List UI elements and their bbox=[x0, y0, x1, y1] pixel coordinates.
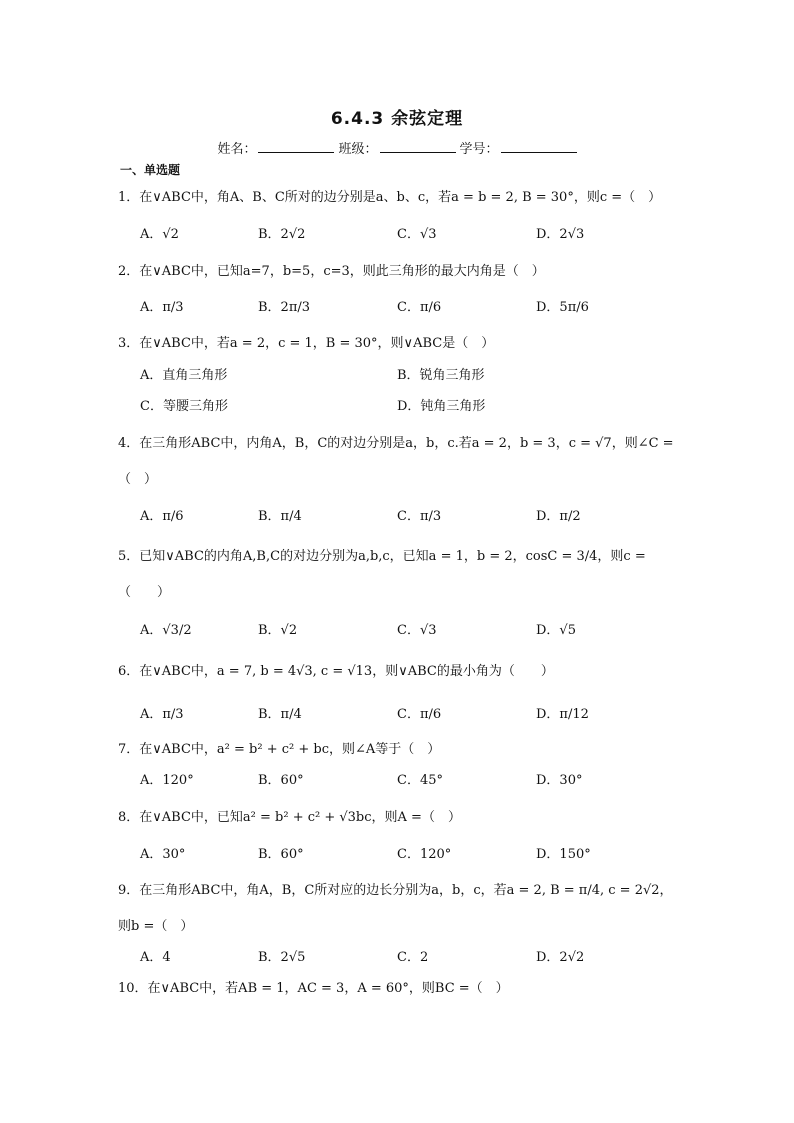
question-5-option-c: C．√3 bbox=[397, 623, 437, 638]
question-8-option-a: A．30° bbox=[140, 847, 186, 862]
question-9-option-b: B．2√5 bbox=[258, 950, 306, 965]
student-id-blank[interactable] bbox=[501, 140, 577, 153]
question-8-option-c: C．120° bbox=[397, 847, 452, 862]
question-6-option-d: D．π/12 bbox=[536, 707, 589, 722]
question-5-stem: 5．已知∨ABC的内角A,B,C的对边分别为a,b,c，已知a = 1，b = 2，cosC = 3/4，则c = bbox=[118, 549, 646, 564]
page-title: 6.4.3 余弦定理 bbox=[330, 109, 464, 129]
question-9-stem: 9．在三角形ABC中，角A，B，C所对应的边长分别为a，b，c，若a = 2, B = π/4, c = 2√2， bbox=[118, 883, 673, 898]
question-8-option-d: D．150° bbox=[536, 847, 591, 862]
question-2-option-a: A．π/3 bbox=[140, 300, 184, 315]
question-6-option-a: A．π/3 bbox=[140, 707, 184, 722]
class-blank[interactable] bbox=[380, 140, 456, 153]
question-6-option-b: B．π/4 bbox=[258, 707, 302, 722]
question-6-option-c: C．π/6 bbox=[397, 707, 442, 722]
question-4-option-c: C．π/3 bbox=[397, 509, 442, 524]
question-5-option-a: A．√3/2 bbox=[140, 623, 192, 638]
question-7-option-d: D．30° bbox=[536, 773, 583, 788]
question-2-option-d: D．5π/6 bbox=[536, 300, 589, 315]
question-3-option-c: C．等腰三角形 bbox=[140, 399, 228, 414]
question-8-option-b: B．60° bbox=[258, 847, 304, 862]
section-heading: 一、单选题 bbox=[120, 163, 181, 177]
name-blank[interactable] bbox=[258, 140, 334, 153]
question-4-stem: 4．在三角形ABC中，内角A，B，C的对边分别是a，b，c.若a = 2，b = 3，c = √7，则∠C = bbox=[118, 436, 674, 451]
question-1-option-c: C．√3 bbox=[397, 227, 437, 242]
question-9-option-d: D．2√2 bbox=[536, 950, 585, 965]
question-7-option-b: B．60° bbox=[258, 773, 304, 788]
student-info-line bbox=[0, 138, 794, 157]
question-5-stem-cont: （ ） bbox=[118, 585, 171, 600]
question-8-stem: 8．在∨ABC中，已知a² = b² + c² + √3bc，则A =（ ） bbox=[118, 810, 461, 825]
question-9-option-a: A．4 bbox=[140, 950, 171, 965]
question-1-option-d: D．2√3 bbox=[536, 227, 585, 242]
question-3-option-a: A．直角三角形 bbox=[140, 368, 228, 383]
question-9-option-c: C．2 bbox=[397, 950, 429, 965]
question-3-option-b: B．锐角三角形 bbox=[397, 368, 485, 383]
name-label: 姓名： bbox=[217, 142, 257, 157]
question-1-stem: 1．在∨ABC中，角A、B、C所对的边分别是a、b、c，若a = b = 2, B = 30°，则c =（ ） bbox=[118, 190, 662, 205]
student-id-label: 学号： bbox=[459, 142, 499, 157]
question-3-stem: 3．在∨ABC中，若a = 2，c = 1，B = 30°，则∨ABC是（ ） bbox=[118, 336, 495, 351]
question-7-option-a: A．120° bbox=[140, 773, 194, 788]
question-2-option-b: B．2π/3 bbox=[258, 300, 311, 315]
question-4-stem-cont: （ ） bbox=[118, 472, 158, 487]
question-5-option-d: D．√5 bbox=[536, 623, 576, 638]
question-4-option-b: B．π/4 bbox=[258, 509, 302, 524]
question-3-option-d: D．钝角三角形 bbox=[397, 399, 486, 414]
question-4-option-a: A．π/6 bbox=[140, 509, 184, 524]
question-7-option-c: C．45° bbox=[397, 773, 443, 788]
question-5-option-b: B．√2 bbox=[258, 623, 298, 638]
question-1-option-b: B．2√2 bbox=[258, 227, 306, 242]
question-10-stem: 10．在∨ABC中，若AB = 1，AC = 3，A = 60°，则BC =（ ） bbox=[118, 981, 509, 996]
question-9-stem-cont: 则b =（ ） bbox=[118, 919, 194, 934]
class-label: 班级： bbox=[338, 142, 378, 157]
question-4-option-d: D．π/2 bbox=[536, 509, 581, 524]
question-1-option-a: A．√2 bbox=[140, 227, 179, 242]
question-7-stem: 7．在∨ABC中，a² = b² + c² + bc，则∠A等于（ ） bbox=[118, 742, 441, 757]
question-6-stem: 6．在∨ABC中，a = 7, b = 4√3, c = √13，则∨ABC的最小角为（ ） bbox=[118, 664, 554, 679]
question-2-stem: 2．在∨ABC中，已知a=7，b=5，c=3，则此三角形的最大内角是（ ） bbox=[118, 264, 545, 279]
question-2-option-c: C．π/6 bbox=[397, 300, 442, 315]
